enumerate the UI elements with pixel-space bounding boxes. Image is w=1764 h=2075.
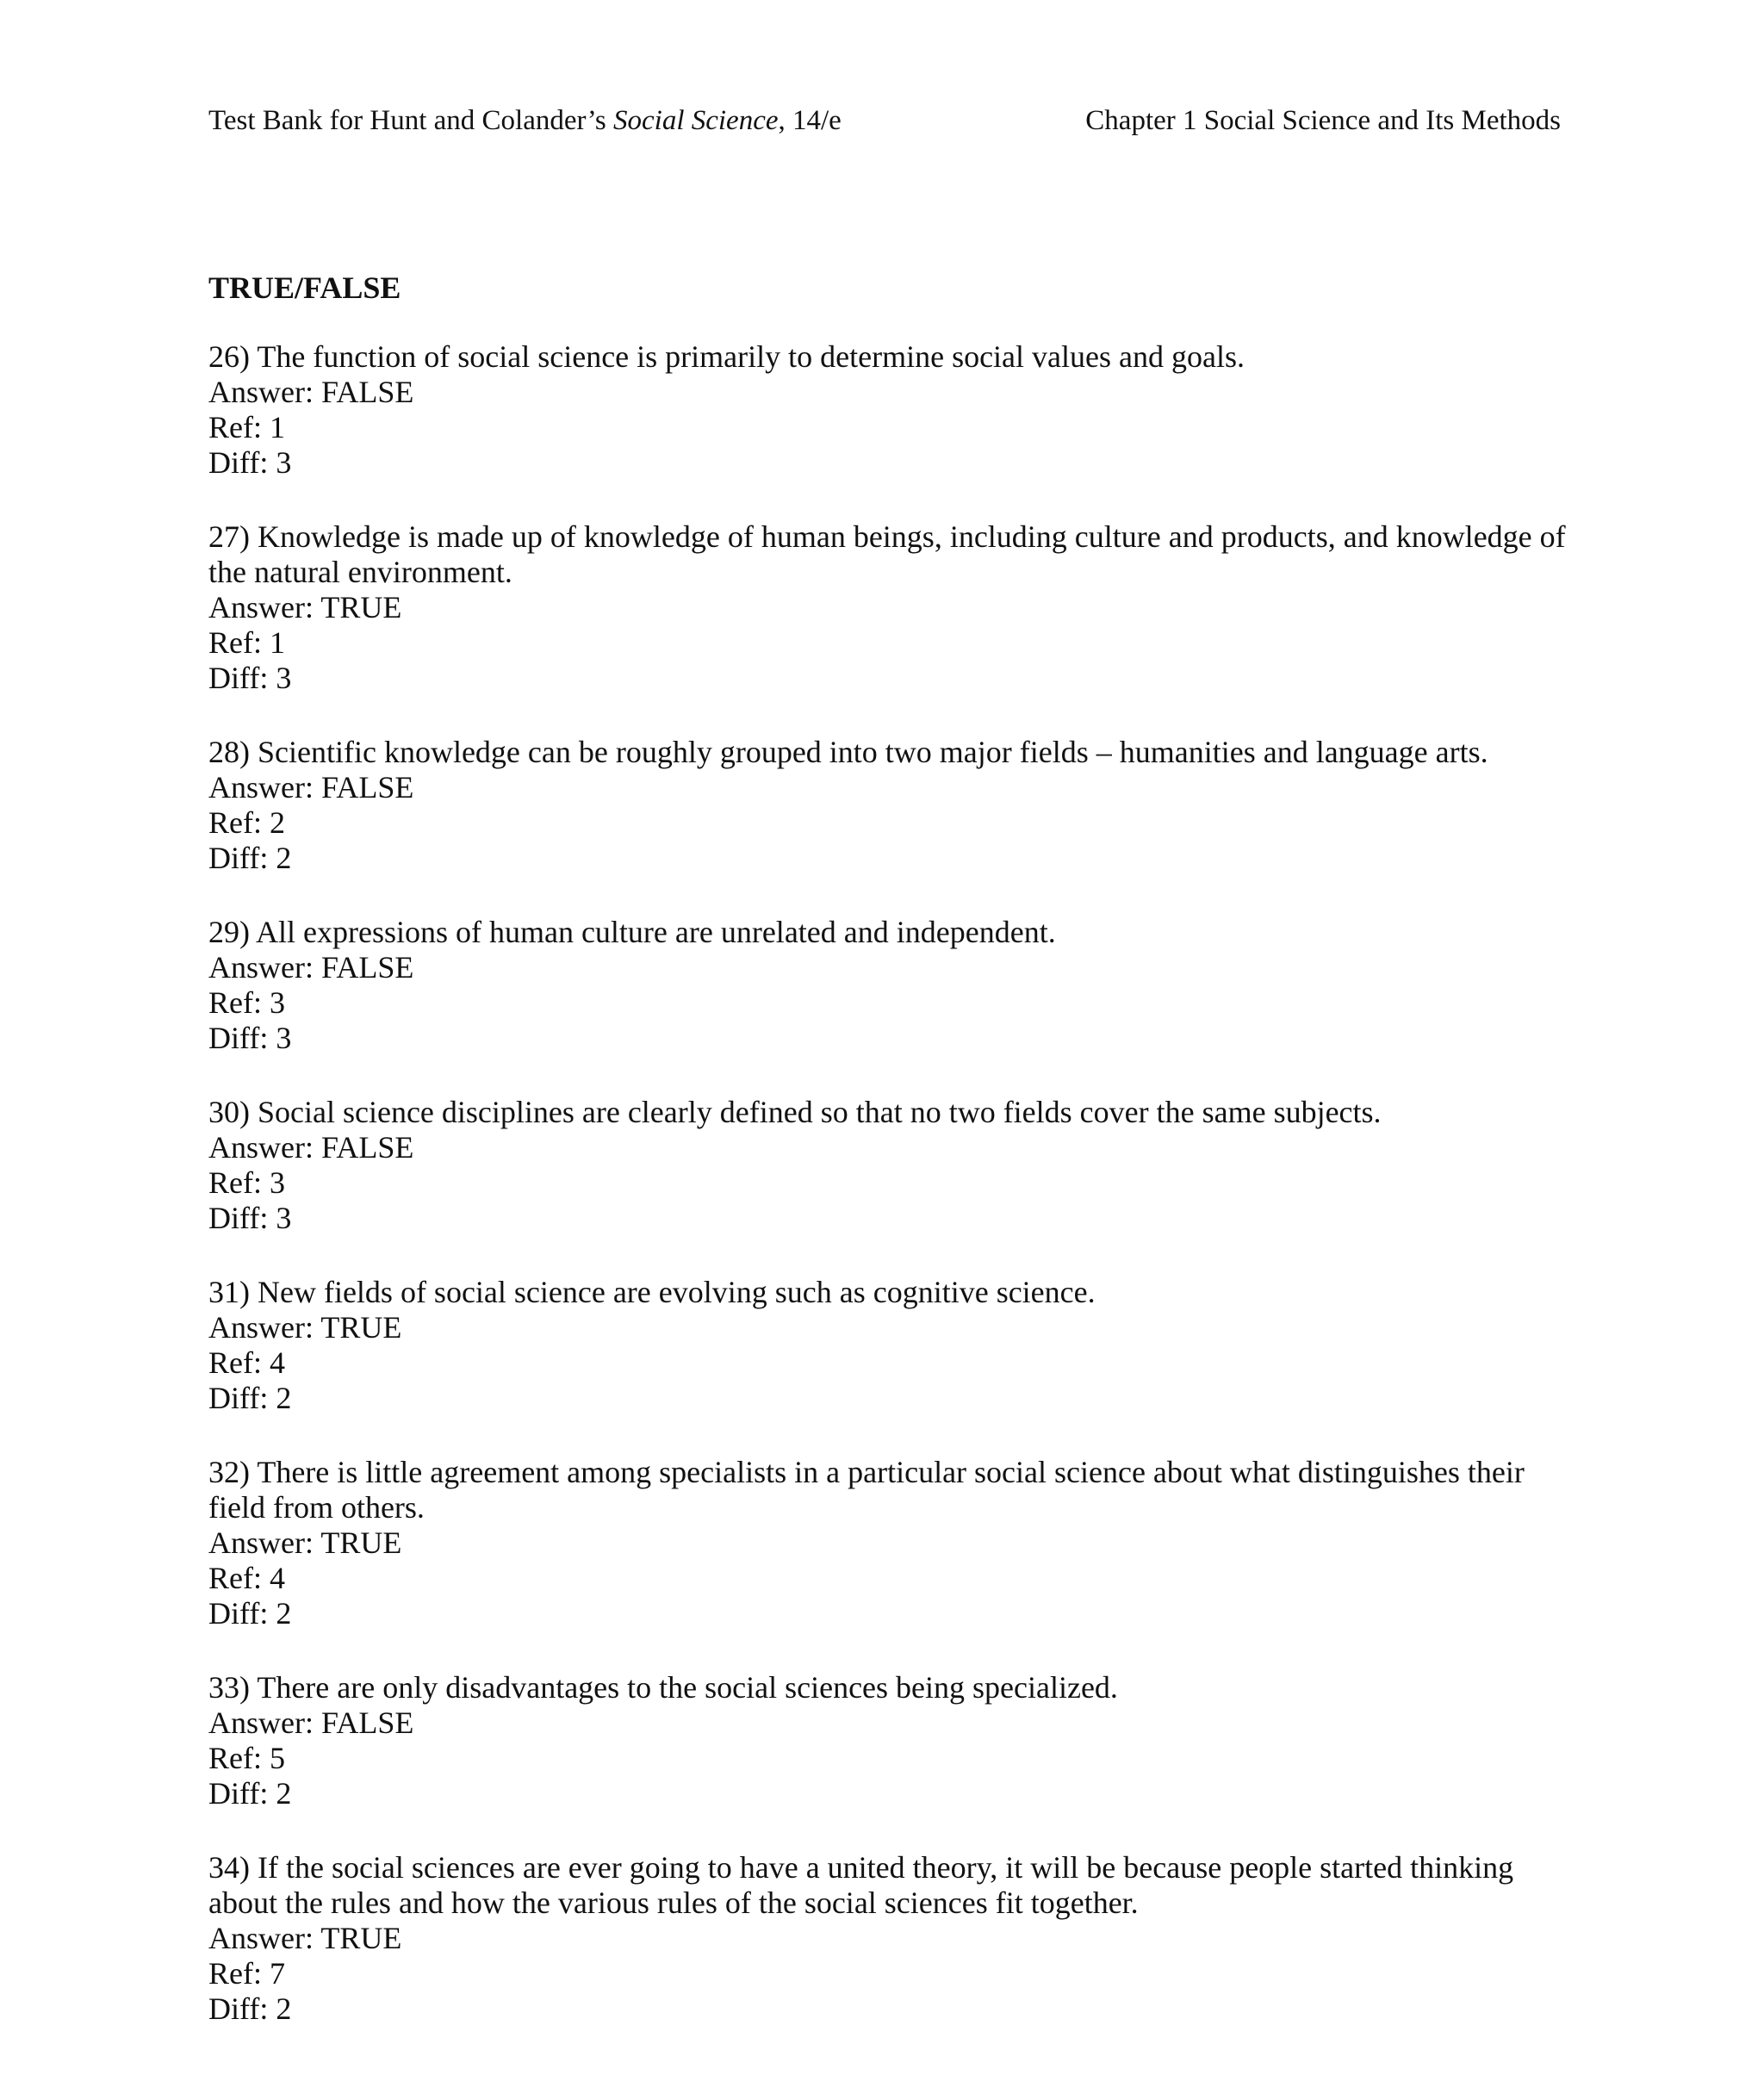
question-item <box>208 1455 1569 1631</box>
question-diff: Diff: 3 <box>208 1201 292 1235</box>
question-answer: Answer: FALSE <box>208 1705 414 1740</box>
question-ref: Ref: 4 <box>208 1561 285 1595</box>
header-chapter-title: Chapter 1 Social Science and Its Methods <box>1085 105 1561 136</box>
question-text: 27) Knowledge is made up of knowledge of human beings, including culture and products, and knowledge of the natural environment. <box>208 519 1566 589</box>
header-book-title-italic: Social Science <box>613 105 779 136</box>
question-diff: Diff: 2 <box>208 1381 292 1415</box>
question-answer: Answer: FALSE <box>208 1130 414 1165</box>
question-text: 32) There is little agreement among specialists in a particular social science about what distinguishes their field from others. <box>208 1455 1525 1525</box>
page-header <box>208 102 1561 140</box>
question-answer: Answer: TRUE <box>208 1525 402 1560</box>
question-answer: Answer: TRUE <box>208 590 402 624</box>
question-ref: Ref: 1 <box>208 410 285 444</box>
question-answer: Answer: TRUE <box>208 1921 402 1955</box>
question-ref: Ref: 1 <box>208 625 285 660</box>
question-ref: Ref: 5 <box>208 1741 285 1775</box>
question-item <box>208 519 1569 696</box>
question-ref: Ref: 4 <box>208 1345 285 1380</box>
question-item <box>208 339 1569 481</box>
question-text: 34) If the social sciences are ever going to have a united theory, it will be because people started thinking about the rules and how the various rules of the social sciences fit together. <box>208 1850 1514 1920</box>
question-ref: Ref: 3 <box>208 985 285 1020</box>
question-text: 31) New fields of social science are evolving such as cognitive science. <box>208 1275 1096 1309</box>
question-diff: Diff: 3 <box>208 1021 292 1055</box>
question-answer: Answer: TRUE <box>208 1310 402 1345</box>
question-ref: Ref: 3 <box>208 1165 285 1200</box>
question-item <box>208 735 1569 876</box>
question-text: 33) There are only disadvantages to the social sciences being specialized. <box>208 1670 1118 1705</box>
question-item <box>208 1095 1569 1236</box>
question-item <box>208 1850 1569 2027</box>
question-answer: Answer: FALSE <box>208 375 414 409</box>
header-book-title-prefix: Test Bank for Hunt and Colander’s <box>208 105 613 136</box>
question-item <box>208 1275 1569 1416</box>
question-ref: Ref: 2 <box>208 805 285 840</box>
question-answer: Answer: FALSE <box>208 950 414 985</box>
question-answer: Answer: FALSE <box>208 770 414 805</box>
question-item <box>208 915 1569 1056</box>
question-text: 30) Social science disciplines are clearly defined so that no two fields cover the same subjects. <box>208 1095 1382 1129</box>
question-list <box>208 339 1569 2066</box>
header-book-title-suffix: , 14/e <box>778 105 842 136</box>
question-diff: Diff: 2 <box>208 1776 292 1811</box>
question-diff: Diff: 3 <box>208 445 292 480</box>
question-item <box>208 1670 1569 1811</box>
question-diff: Diff: 2 <box>208 841 292 875</box>
question-ref: Ref: 7 <box>208 1956 285 1991</box>
question-diff: Diff: 3 <box>208 661 292 695</box>
question-diff: Diff: 2 <box>208 1991 292 2026</box>
question-diff: Diff: 2 <box>208 1596 292 1631</box>
question-text: 26) The function of social science is primarily to determine social values and goals. <box>208 339 1245 374</box>
question-text: 29) All expressions of human culture are unrelated and independent. <box>208 915 1056 949</box>
section-title: TRUE/FALSE <box>208 270 401 305</box>
question-text: 28) Scientific knowledge can be roughly grouped into two major fields – humanities and language arts. <box>208 735 1488 769</box>
header-book-title <box>208 102 842 140</box>
